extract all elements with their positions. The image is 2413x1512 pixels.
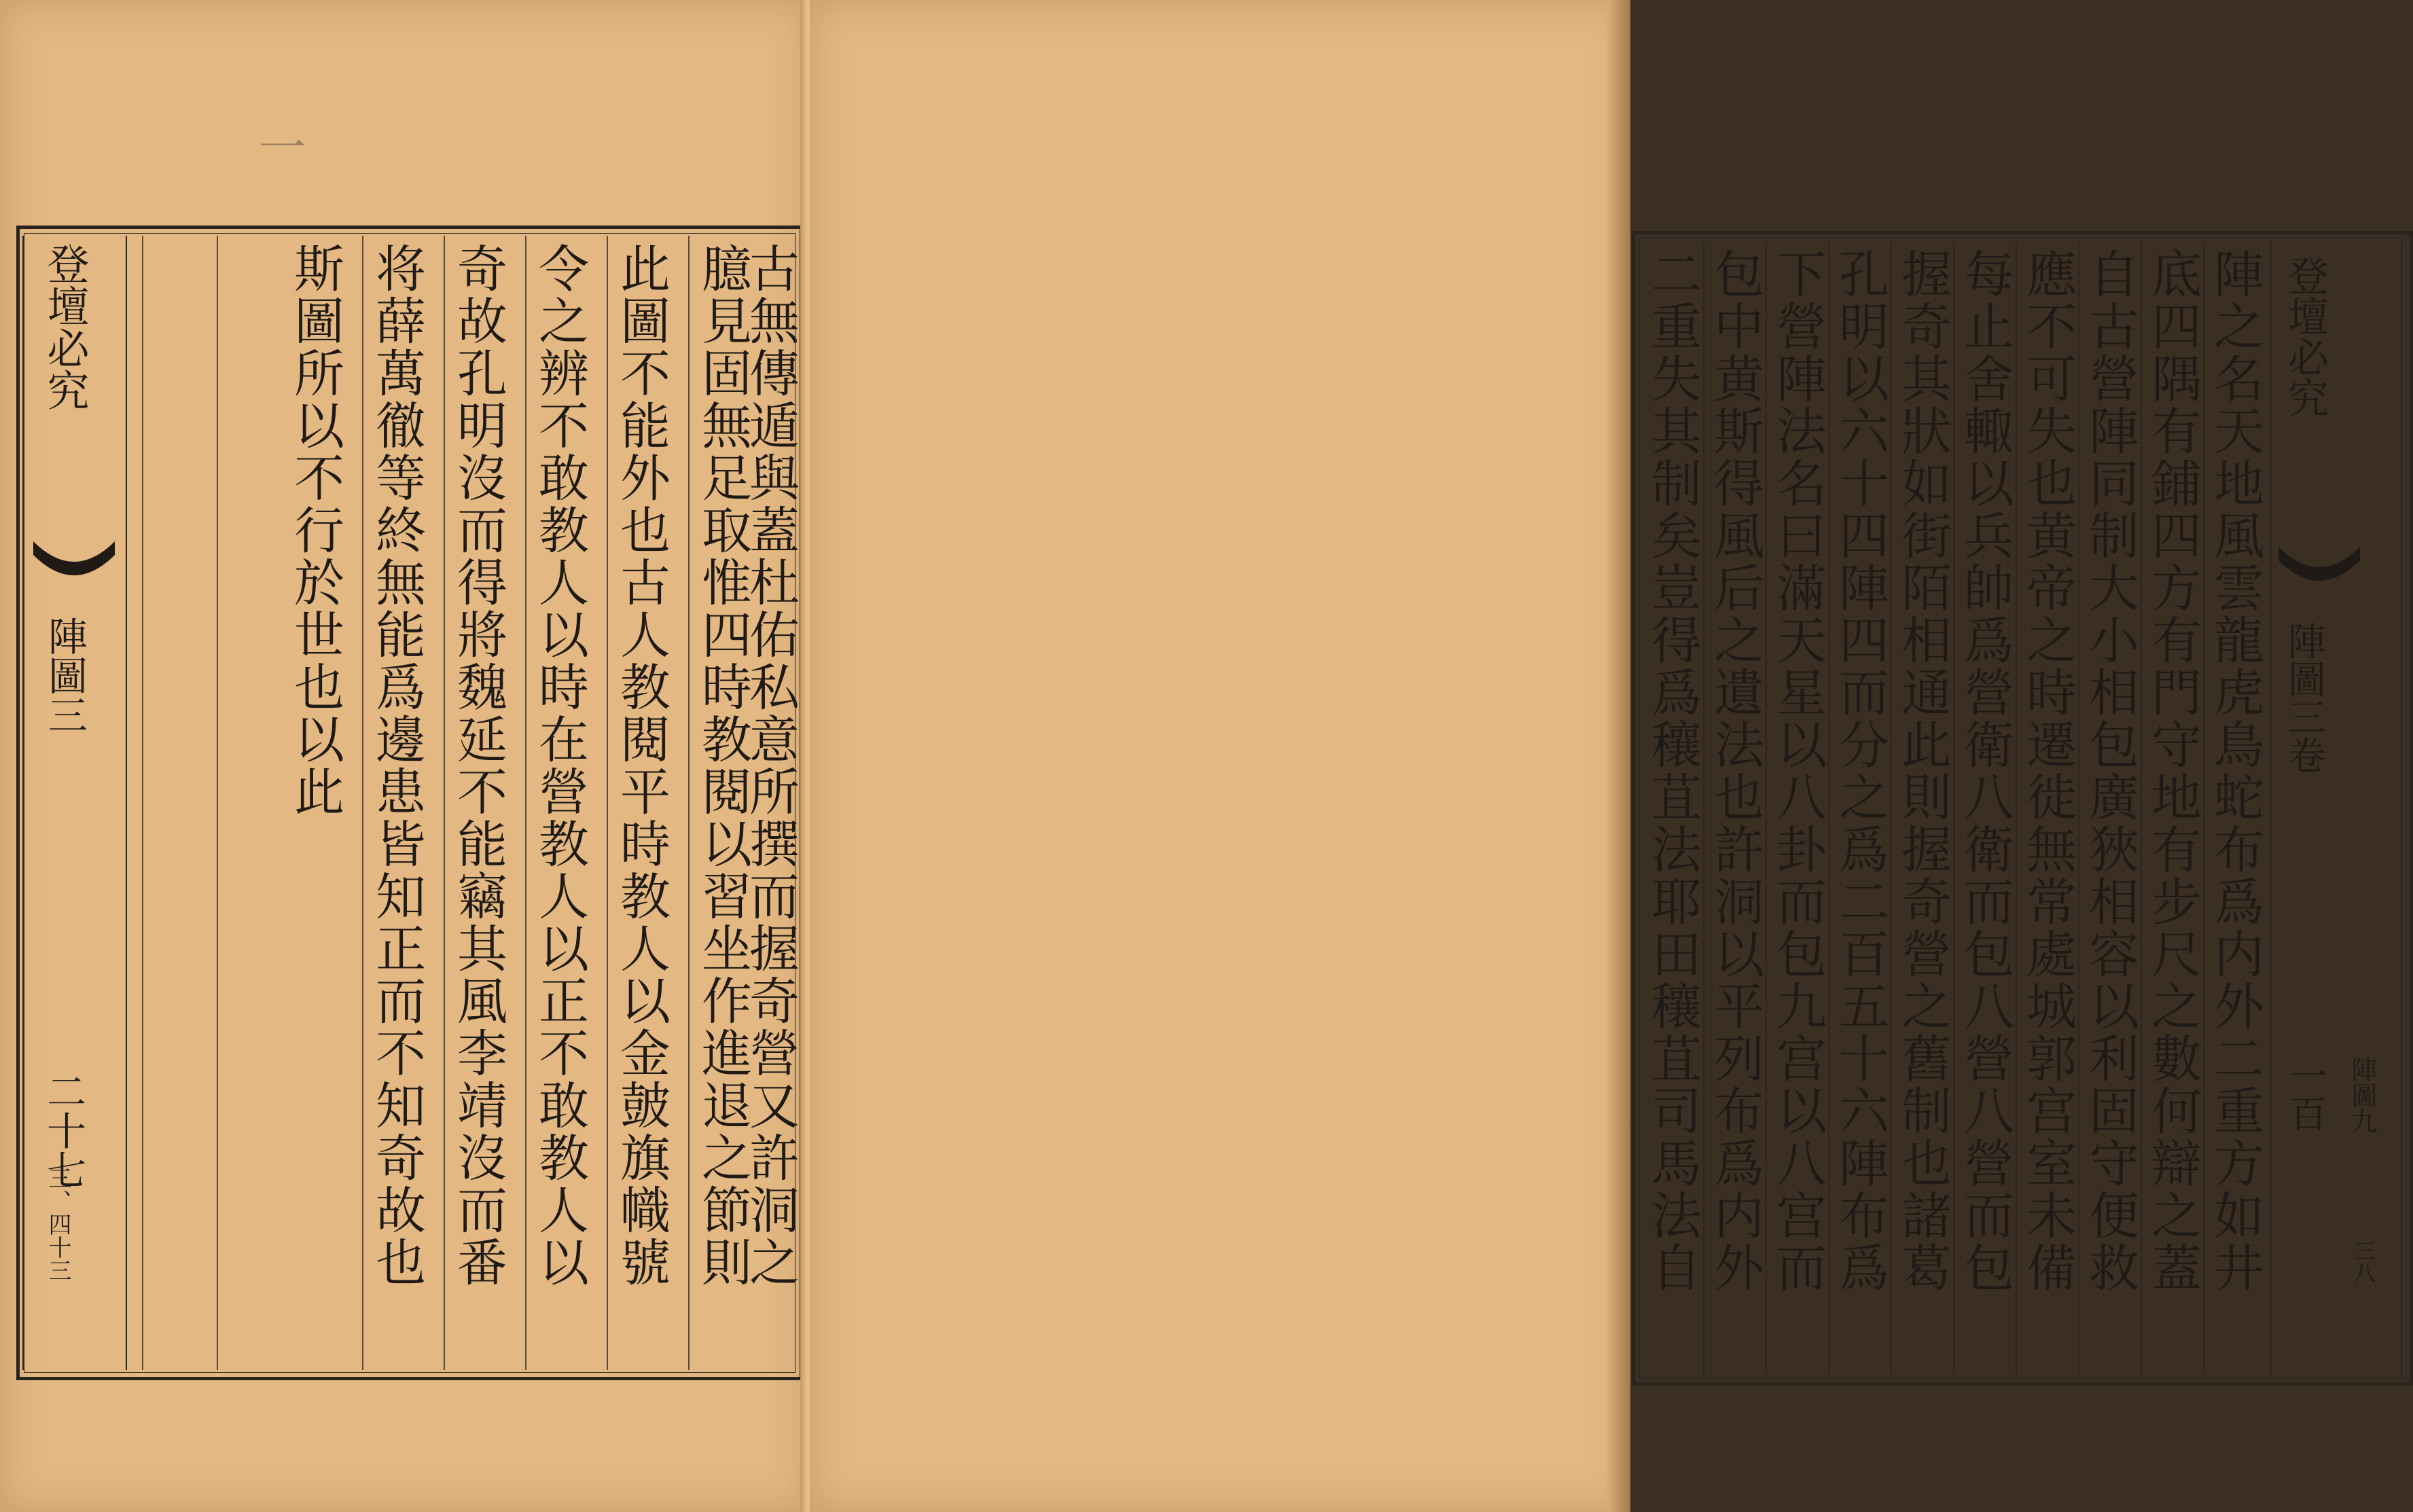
column-rule: [1953, 241, 1954, 1375]
left-banxin: [22, 236, 127, 1370]
right-banxin-side-note: 陣圖九: [2347, 1056, 2377, 1134]
text-column: 奇故孔明沒而得將魏延不能竊其風李靖沒而番: [449, 242, 507, 1289]
column-rule: [444, 236, 445, 1370]
column-rule: [1766, 241, 1767, 1375]
text-column: 每止舍輙以兵帥爲營衛八衛而包八營八營而包: [1956, 248, 2014, 1294]
left-banxin-leaf-number: 二十七: [40, 1071, 86, 1189]
text-column: 将薛萬徹等終無能爲邊患皆知正而不知奇故也: [368, 242, 426, 1289]
text-column: 包中黄斯得風后之遺法也許洞以平列布爲内外: [1706, 248, 1764, 1294]
column-rule: [2203, 241, 2204, 1375]
text-column: 下營陣法名曰滿天星以八卦而包九宫以八宫而: [1768, 248, 1827, 1294]
right-banxin-section: 陣圖三卷: [2282, 622, 2326, 774]
right-banxin: [2270, 241, 2402, 1375]
text-column: 二重失其制矣豈得爲穰苴法耶田穰苴司馬法自: [1643, 248, 1702, 1294]
text-column: 孔明以六十四陣四而分之爲二百五十六陣布爲: [1831, 248, 1889, 1294]
right-banxin-ms-number: 三八: [2351, 1240, 2376, 1283]
left-page-frame: [16, 226, 803, 1380]
column-rule: [1828, 241, 1829, 1375]
right-page: [810, 0, 2377, 1512]
left-banxin-ms-number: 三、四十三: [44, 1166, 71, 1282]
text-column: 陣之名天地風雲龍虎鳥蛇布爲内外二重方如井: [2206, 248, 2264, 1294]
text-column: 握奇其狀如街陌相通此則握奇營之舊制也諸葛: [1893, 248, 1952, 1294]
text-column: 臆見固無足取惟四時教閱以習坐作進退之節則: [694, 242, 752, 1289]
page-edges: [1607, 0, 1630, 1512]
text-column: 令之辨不敢教人以時在營教人以正不敢教人以: [531, 242, 589, 1289]
left-banxin-section: 陣圖三: [41, 616, 88, 734]
column-rule: [142, 236, 143, 1370]
column-rule: [1891, 241, 1892, 1375]
right-page-frame: [1632, 231, 2413, 1386]
text-column: 古無傳遁與蓋杜佑私意所撰而握奇營又許洞之: [741, 242, 800, 1289]
column-rule: [2016, 241, 2017, 1375]
text-column: 此圖不能外也古人教閱平時教人以金皷旗幟號: [612, 242, 671, 1289]
fish-tail-ornament-icon: [33, 535, 115, 596]
right-banxin-title: 登壇必究: [2281, 255, 2329, 418]
column-rule: [1703, 241, 1704, 1375]
text-column: 斯圖所以不行於世也以此: [286, 242, 344, 818]
text-column: 底四隅有鋪四方有門守地有步尺之數何辯之蓋: [2143, 248, 2202, 1294]
column-rule: [525, 236, 526, 1370]
column-rule: [607, 236, 608, 1370]
text-column: 自古營陣同制大小相包廣狹相容以利固守便救: [2081, 248, 2139, 1294]
left-page: [0, 0, 810, 1512]
column-rule: [2078, 241, 2079, 1375]
text-column: 應不可失也黄帝之時遷徙無常處城郭宫室未備: [2018, 248, 2077, 1294]
column-rule: [2141, 241, 2142, 1375]
right-banxin-leaf-number: 一百: [2283, 1056, 2327, 1132]
column-rule: [217, 236, 218, 1370]
column-rule: [688, 236, 690, 1370]
bleed-through-mark: 一: [251, 122, 306, 170]
fish-tail-ornament-icon: [2278, 540, 2360, 601]
column-rule: [362, 236, 363, 1370]
left-banxin-title: 登壇必究: [40, 242, 90, 411]
